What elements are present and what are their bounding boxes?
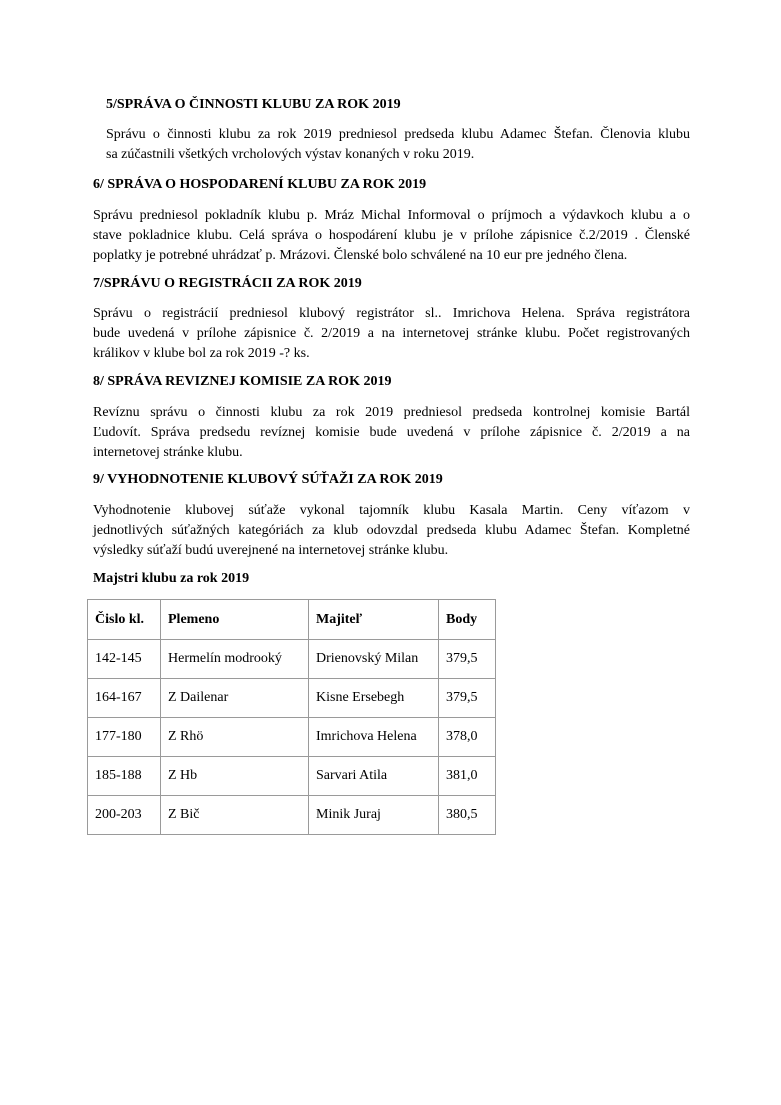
section-9-text (93, 501, 690, 561)
section-6-text (93, 206, 690, 266)
text-line: Ľudovít. Správa predsedu revíznej komisie bude uvedená v prílohe zápisnice č. 2/2019 a na (93, 425, 690, 440)
cell-points: 379,5 (439, 679, 496, 718)
table-row (88, 796, 496, 835)
text-line: sa zúčastnili všetkých vrcholových výstav konaných v roku 2019. (106, 147, 475, 162)
cell-breed: Hermelín modrooký (161, 640, 309, 679)
column-header-owner: Majiteľ (309, 600, 439, 640)
table-row (88, 718, 496, 757)
text-line: výsledky súťaží budú uverejnené na internetovej stránke klubu. (93, 543, 449, 558)
section-6-heading: 6/ SPRÁVA O HOSPODARENÍ KLUBU ZA ROK 2019 (93, 177, 427, 192)
column-header-number: Čislo kl. (88, 600, 161, 640)
section-7-text (93, 304, 690, 364)
table-row (88, 757, 496, 796)
text-line: Vyhodnotenie klubovej súťaže vykonal tajomník klubu Kasala Martin. Ceny víťazom v (93, 503, 690, 518)
section-5-text (106, 125, 690, 165)
text-line: Správu o činnosti klubu za rok 2019 predniesol predseda klubu Adamec Štefan. Členovia klubu (106, 127, 690, 142)
cell-number: 142-145 (88, 640, 161, 679)
cell-points: 379,5 (439, 640, 496, 679)
cell-number: 185-188 (88, 757, 161, 796)
text-line: bude uvedená v prílohe zápisnice č. 2/2019 a na internetovej stránke klubu. Počet registrovaných (93, 326, 690, 341)
cell-points: 381,0 (439, 757, 496, 796)
text-line: Správu predniesol pokladník klubu p. Mráz Michal Informoval o príjmoch a výdavkoch klubu a o (93, 208, 690, 223)
cell-number: 164-167 (88, 679, 161, 718)
column-header-breed: Plemeno (161, 600, 309, 640)
cell-owner: Kisne Ersebegh (309, 679, 439, 718)
section-8-heading: 8/ SPRÁVA REVIZNEJ KOMISIE ZA ROK 2019 (93, 374, 392, 389)
champions-title: Majstri klubu za rok 2019 (93, 571, 250, 586)
table-row (88, 640, 496, 679)
cell-owner: Minik Juraj (309, 796, 439, 835)
section-7-heading: 7/SPRÁVU O REGISTRÁCII ZA ROK 2019 (93, 276, 362, 291)
cell-owner: Sarvari Atila (309, 757, 439, 796)
column-header-points: Body (439, 600, 496, 640)
cell-breed: Z Bič (161, 796, 309, 835)
text-line: poplatky je potrebné uhrádzať p. Mrázovi. Členské bolo schválené na 10 eur pre jedného člena. (93, 248, 628, 263)
cell-breed: Z Rhö (161, 718, 309, 757)
text-line: Revíznu správu o činnosti klubu za rok 2019 predniesol predseda kontrolnej komisie Bartál (93, 405, 690, 420)
cell-points: 380,5 (439, 796, 496, 835)
text-line: Správu o registrácií predniesol klubový registrátor sl.. Imrichova Helena. Správa registrátora (93, 306, 690, 321)
section-5-heading: 5/SPRÁVA O ČINNOSTI KLUBU ZA ROK 2019 (106, 97, 401, 112)
section-8-text (93, 403, 690, 463)
cell-number: 200-203 (88, 796, 161, 835)
cell-points: 378,0 (439, 718, 496, 757)
champions-table (87, 599, 496, 835)
cell-owner: Imrichova Helena (309, 718, 439, 757)
section-9-heading: 9/ VYHODNOTENIE KLUBOVÝ SÚŤAŽI ZA ROK 2019 (93, 472, 443, 487)
cell-number: 177-180 (88, 718, 161, 757)
cell-breed: Z Dailenar (161, 679, 309, 718)
cell-breed: Z Hb (161, 757, 309, 796)
text-line: jednotlivých súťažných kategóriách za klub odovzdal predseda klubu Adamec Štefan. Kompletné (93, 523, 690, 538)
cell-owner: Drienovský Milan (309, 640, 439, 679)
table-header-row (88, 600, 496, 640)
text-line: stave pokladnice klubu. Celá správa o hospodárení klubu je v prílohe zápisnice č.2/2019 . Členské (93, 228, 690, 243)
text-line: králikov v klube bol za rok 2019 -? ks. (93, 346, 310, 361)
text-line: internetovej stránke klubu. (93, 445, 243, 460)
table-row (88, 679, 496, 718)
